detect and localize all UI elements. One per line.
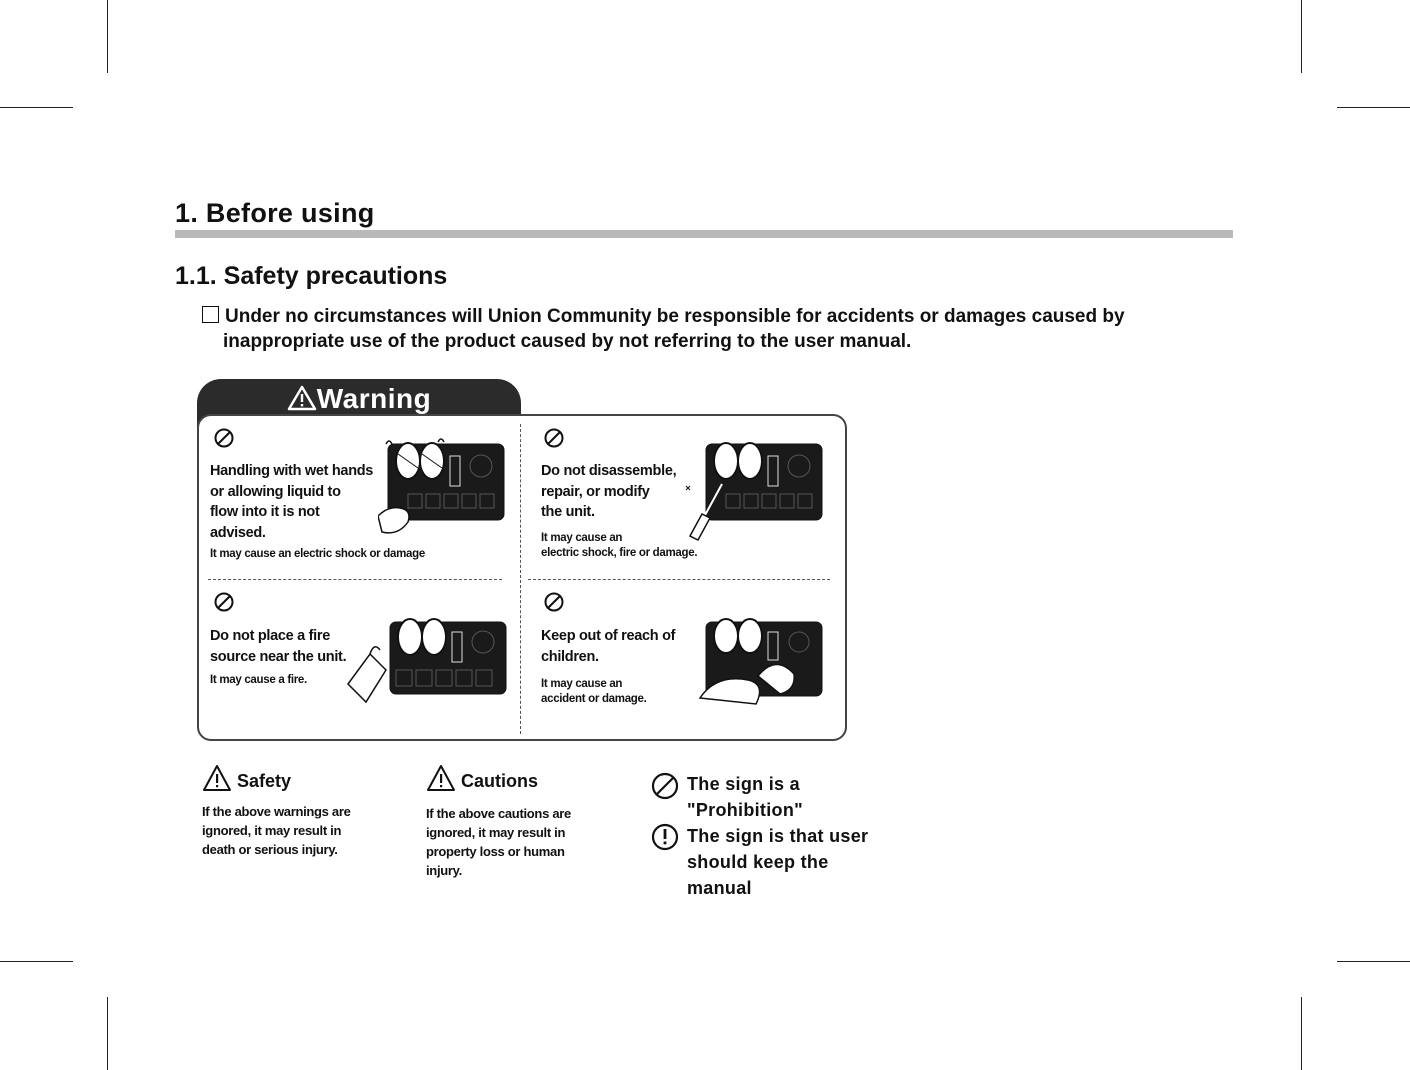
warning-cell-fire-source: [210, 626, 346, 688]
prohibition-icon: [544, 592, 564, 612]
title-underline: [175, 230, 1233, 238]
warning-sub-text: It may cause a fire.: [210, 674, 307, 686]
fingerprint-device-children-illustration: [696, 614, 826, 709]
caution-triangle-icon: [426, 764, 456, 792]
crop-mark: [107, 997, 108, 1070]
warning-cell-disassemble: [541, 461, 697, 561]
legend-cautions-desc: If the above cautions are ignored, it may result in property loss or human injury.: [426, 806, 571, 878]
warning-sub-text: It may cause an accident or damage.: [541, 678, 647, 705]
disclaimer-line-1: Under no circumstances will Union Community be responsible for accidents or damages caused by: [225, 306, 1125, 327]
prohibition-sign-icon: [651, 772, 679, 800]
fingerprint-device-wet-illustration: [378, 436, 508, 536]
warning-triangle-icon: [287, 385, 317, 411]
prohibition-icon: [214, 428, 234, 448]
panel-divider-horizontal: [208, 579, 502, 580]
manual-sign-text: The sign is that user should keep the manual: [687, 826, 869, 898]
warning-main-text: Do not disassemble, repair, or modify the unit.: [541, 463, 677, 520]
warning-cell-children: [541, 626, 675, 707]
page-title: 1. Before using: [175, 198, 375, 228]
legend-cautions-title: Cautions: [461, 771, 539, 791]
fingerprint-device-fire-illustration: [344, 612, 509, 707]
legend-safety-title: Safety: [237, 771, 292, 791]
panel-divider-horizontal: [528, 579, 830, 580]
warning-triangle-icon: [202, 764, 232, 792]
crop-mark: [1337, 961, 1410, 962]
warning-main-text: Keep out of reach of children.: [541, 628, 676, 665]
prohibition-sign-text: The sign is a "Prohibition": [687, 774, 803, 820]
warning-main-text: Handling with wet hands or allowing liquid to flow into it is not advised.: [210, 463, 374, 541]
prohibition-icon: [214, 592, 234, 612]
warning-main-text: Do not place a fire source near the unit.: [210, 628, 347, 665]
prohibition-icon: [544, 428, 564, 448]
warning-sub-text: It may cause an electric shock or damage: [210, 548, 425, 560]
crop-mark: [0, 961, 73, 962]
warning-title: Warning: [316, 383, 432, 414]
crop-mark: [0, 107, 73, 108]
crop-mark: [1301, 997, 1302, 1070]
legend-safety-desc: If the above warnings are ignored, it may result in death or serious injury.: [202, 804, 351, 857]
crop-mark: [1337, 107, 1410, 108]
panel-divider-vertical: [520, 424, 521, 734]
crop-mark: [1301, 0, 1302, 73]
legend-cautions: [426, 764, 571, 880]
checkbox-square-icon: [202, 306, 219, 323]
section-title: 1.1. Safety precautions: [175, 262, 448, 290]
warning-sub-text: It may cause an electric shock, fire or damage.: [541, 531, 698, 559]
disclaimer-line-2: inappropriate use of the product caused by not referring to the user manual.: [223, 331, 912, 352]
disclaimer: [202, 304, 1162, 354]
fingerprint-device-screwdriver-illustration: [680, 436, 825, 546]
legend-safety: [202, 764, 351, 859]
exclamation-sign-icon: [651, 823, 679, 851]
crop-mark: [107, 0, 108, 73]
